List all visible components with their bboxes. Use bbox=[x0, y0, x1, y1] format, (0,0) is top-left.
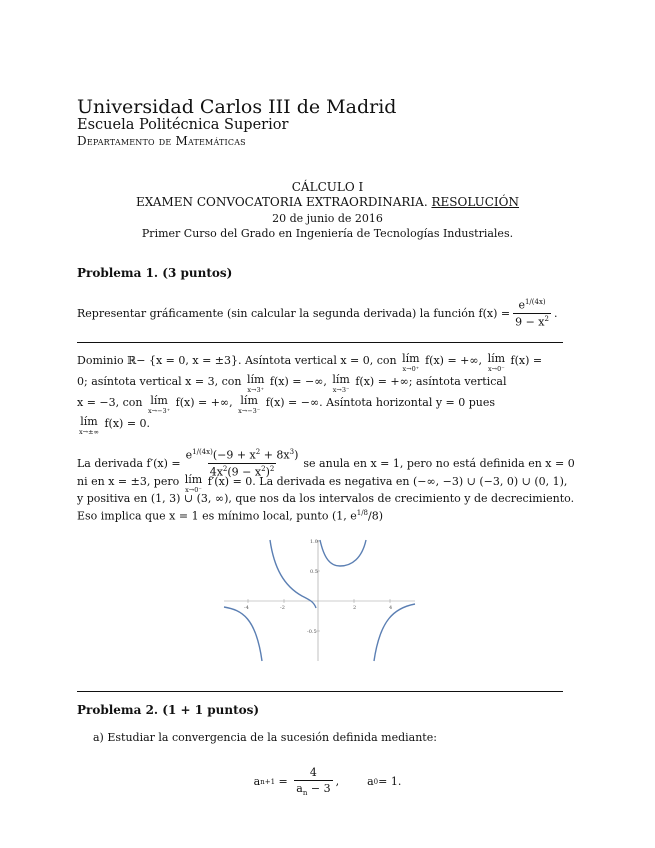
solution-line-6: ni en x = ±3, pero lím x→0⁻ f′(x) = 0. La derivada es negativa en (−∞, −3) ∪ (−3, 0) ∪ (0, 1), bbox=[77, 473, 568, 494]
solution-line-5: La derivada f′(x) = $\frac{e^{1/(4x)}(-9 + x^2 + 8x^3)}{4x^2(9 - x^2)^2}$ se anula en x = 1, pero no está definida en x = 0 bbox=[77, 448, 575, 479]
y-tick-05: 0.5 bbox=[310, 569, 318, 575]
function-fraction bbox=[513, 298, 551, 328]
solution-line-1: Dominio ℝ− {x = 0, x = ±3}. Asíntota vertical x = 0, con lím x→0⁺ f(x) = +∞, lím x→0⁻ f(x) = bbox=[77, 352, 543, 373]
limit-neg3minus: lím x→−3⁻ bbox=[238, 394, 261, 415]
solution-line-2: 0; asíntota vertical x = 3, con lím x→3⁺ f(x) = −∞, lím x→3⁻ f(x) = +∞; asíntota vertical bbox=[77, 373, 507, 394]
solution-line-8: Eso implica que x = 1 es mínimo local, punto (1, $e^{1/8}/8$) bbox=[77, 509, 384, 523]
x-tick-neg4: -4 bbox=[244, 605, 249, 611]
recurrence-fraction: $\frac{4}{a_n - 3}$ bbox=[296, 766, 331, 798]
course-title: CÁLCULO I bbox=[291, 180, 364, 194]
limit-infinity: lím x→±∞ bbox=[79, 415, 99, 436]
y-tick-1: 1.0 bbox=[310, 539, 318, 545]
exam-title-resolution: RESOLUCIÓN bbox=[431, 195, 520, 209]
limit-3minus: lím x→3⁻ bbox=[332, 373, 350, 394]
solution-line-3: x = −3, con lím x→−3⁺ f(x) = +∞, lím x→−3⁻ f(x) = −∞. Asíntota horizontal y = 0 pues bbox=[77, 394, 496, 415]
x-tick-2: 2 bbox=[353, 605, 357, 611]
curve-right bbox=[374, 604, 415, 661]
x-tick-neg2: -2 bbox=[280, 605, 285, 611]
limit-neg3plus: lím x→−3⁺ bbox=[148, 394, 171, 415]
limit-0minus: lím x→0⁻ bbox=[487, 352, 506, 373]
y-tick-neg05: -0.5 bbox=[307, 629, 317, 635]
function-lhs: f(x) = bbox=[478, 306, 511, 320]
university-name: Universidad Carlos III de Madrid bbox=[77, 96, 397, 118]
solution-line-4: lím x→±∞ f(x) = 0. bbox=[79, 415, 151, 436]
department-name: Departamento de Matemáticas bbox=[77, 134, 246, 148]
function-graph bbox=[222, 538, 417, 663]
curve-center-right bbox=[320, 540, 366, 566]
limit-3plus: lím x→3⁺ bbox=[246, 373, 265, 394]
school-name: Escuela Politécnica Superior bbox=[77, 117, 289, 133]
divider-top bbox=[77, 342, 563, 343]
statement-text: Representar gráficamente (sin calcular la segunda derivada) la función bbox=[77, 306, 476, 320]
function-numerator: $e^{1/(4x)}$ bbox=[518, 298, 546, 312]
problem2-title: Problema 2. (1 + 1 puntos) bbox=[77, 703, 260, 717]
exam-title bbox=[0, 195, 655, 209]
derivative-denominator: $4x^2(9 - x^2)^2$ bbox=[209, 464, 275, 479]
recurrence-formula: a n+1 = $\frac{4}{a_n - 3}$ , a 0 = 1. bbox=[253, 766, 402, 798]
curve-left bbox=[224, 607, 262, 661]
exam-degree: Primer Curso del Grado en Ingeniería de Tecnologías Industriales. bbox=[141, 227, 514, 240]
x-tick-4: 4 bbox=[389, 605, 393, 611]
problem2-part-a: a) Estudiar la convergencia de la sucesión definida mediante: bbox=[93, 731, 437, 744]
derivative-numerator: $e^{1/(4x)}(-9 + x^2 + 8x^3)$ bbox=[185, 448, 299, 462]
solution-line-7: y positiva en (1, 3) ∪ (3, ∞), que nos da los intervalos de crecimiento y de decrecimiento. bbox=[77, 492, 575, 505]
divider-bottom bbox=[77, 691, 563, 692]
limit-0plus: lím x→0⁺ bbox=[402, 352, 420, 373]
problem1-statement: Representar gráficamente (sin calcular la segunda derivada) la función f(x) = $\frac{e^{1/(4x)}}{9 - x^2}$ . bbox=[77, 298, 558, 329]
problem1-title: Problema 1. (3 puntos) bbox=[77, 266, 233, 280]
function-denominator: $9 - x^2$ bbox=[515, 314, 549, 329]
exam-title-prefix: EXAMEN CONVOCATORIA EXTRAORDINARIA. bbox=[135, 195, 428, 209]
limit-derivative: lím x→0⁻ bbox=[184, 473, 203, 494]
exam-date: 20 de junio de 2016 bbox=[272, 212, 383, 225]
